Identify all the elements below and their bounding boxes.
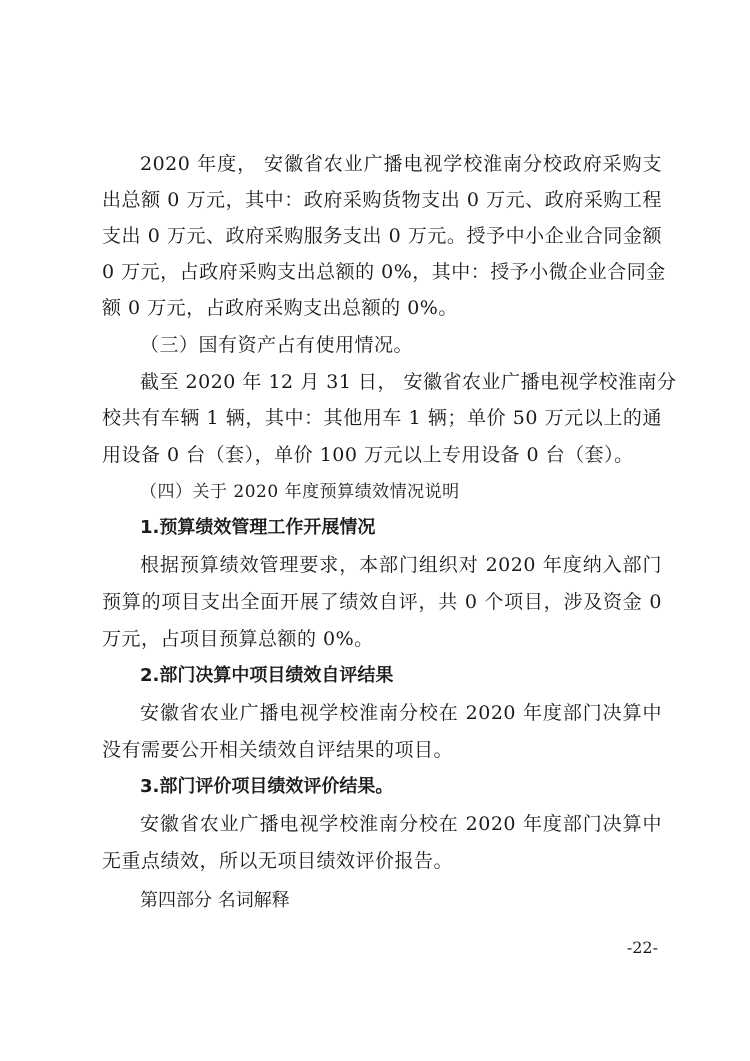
item2-line-2: 没有需要公开相关绩效自评结果的项目。: [102, 739, 454, 761]
item1-heading: 1.预算绩效管理工作开展情况: [140, 517, 376, 538]
procurement-line-2: 出总额 0 万元，其中：政府采购货物支出 0 万元、政府采购工程: [102, 189, 662, 211]
procurement-line-3: 支出 0 万元、政府采购服务支出 0 万元。授予中小企业合同金额: [102, 225, 662, 247]
assets-line-2: 校共有车辆 1 辆，其中：其他用车 1 辆；单价 50 万元以上的通: [102, 407, 662, 429]
assets-line-3: 用设备 0 台（套），单价 100 万元以上专用设备 0 台（套）。: [102, 444, 634, 466]
item2-heading: 2.部门决算中项目绩效自评结果: [140, 665, 394, 686]
assets-line-1: 截至 2020 年 12 月 31 日， 安徽省农业广播电视学校淮南分: [140, 371, 677, 393]
section4-heading: （四）关于 2020 年度预算绩效情况说明: [140, 482, 460, 502]
section3-heading: （三）国有资产占有使用情况。: [140, 334, 414, 356]
procurement-line-4: 0 万元，占政府采购支出总额的 0%，其中：授予小微企业合同金: [102, 261, 666, 283]
item3-line-2: 无重点绩效，所以无项目绩效评价报告。: [102, 850, 454, 872]
procurement-line-5: 额 0 万元，占政府采购支出总额的 0%。: [102, 297, 458, 319]
item2-line-1: 安徽省农业广播电视学校淮南分校在 2020 年度部门决算中: [140, 702, 662, 724]
item1-line-2: 预算的项目支出全面开展了绩效自评，共 0 个项目，涉及资金 0: [102, 591, 662, 613]
item1-line-3: 万元，占项目预算总额的 0%。: [102, 628, 374, 650]
item3-heading: 3.部门评价项目绩效评价结果。: [140, 776, 394, 797]
part4-heading: 第四部分 名词解释: [140, 890, 290, 911]
page-number: -22-: [626, 938, 658, 957]
item3-line-1: 安徽省农业广播电视学校淮南分校在 2020 年度部门决算中: [140, 813, 662, 835]
item1-line-1: 根据预算绩效管理要求，本部门组织对 2020 年度纳入部门: [140, 554, 662, 576]
procurement-line-1: 2020 年度， 安徽省农业广播电视学校淮南分校政府采购支: [140, 153, 662, 175]
